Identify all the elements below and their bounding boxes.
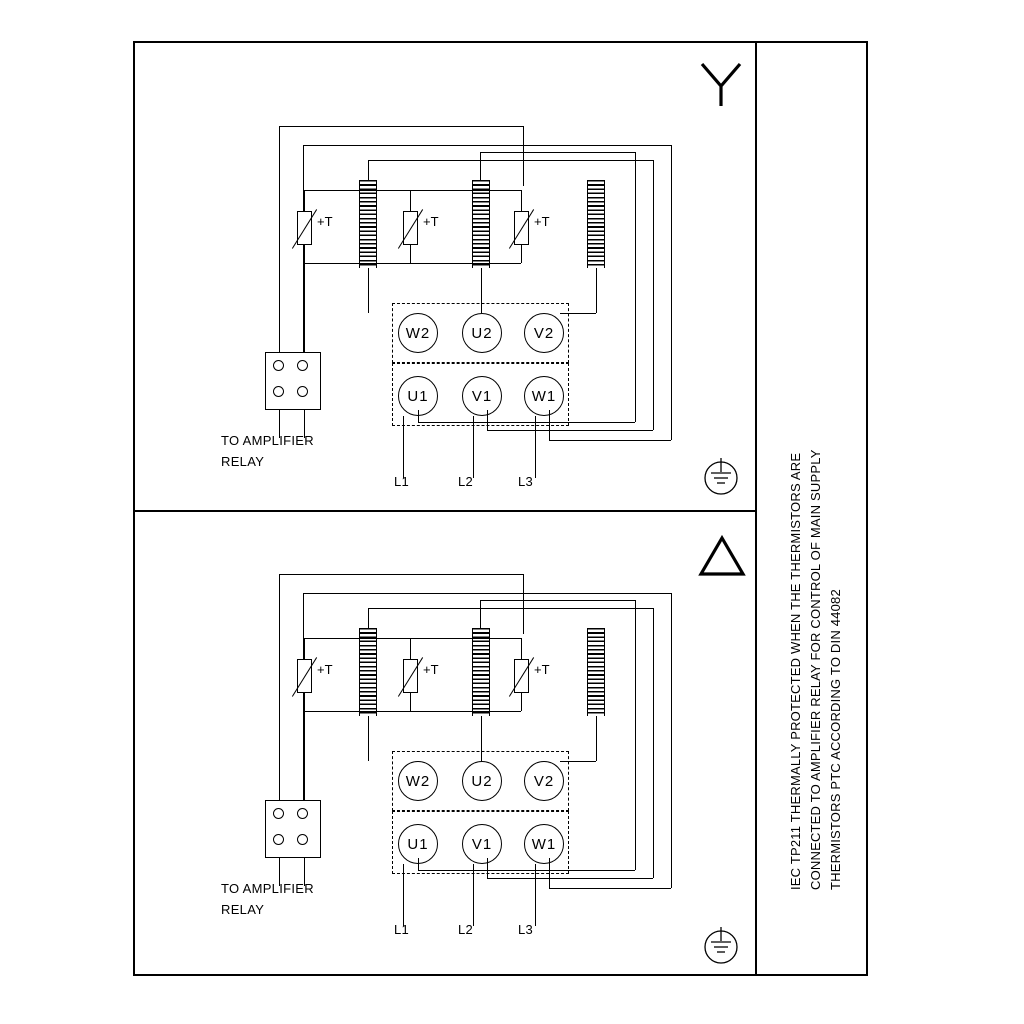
supply-leg-l1 [403, 416, 404, 478]
terminal-u2-delta: U2 [462, 761, 502, 801]
supply-leg-l3-delta [535, 864, 536, 926]
thermistor-3-top-lead [521, 190, 522, 211]
supply-leg-l2-delta [473, 864, 474, 926]
side-note-line2: CONNECTED TO AMPLIFIER RELAY FOR CONTROL OF MAIN SUPPLY [808, 449, 823, 890]
supply-label-l2: L2 [458, 474, 474, 489]
wire-top-outer-1 [279, 126, 523, 127]
connector2-pin-3 [273, 834, 284, 845]
supply-leg-l1-delta [403, 864, 404, 926]
bottom-return-1 [418, 422, 635, 423]
terminal-w1-delta: W1 [524, 824, 564, 864]
thermistor-5-bottom-wire [304, 711, 410, 712]
supply-label-l3: L3 [518, 474, 534, 489]
wire2-top-outer-1 [279, 574, 523, 575]
bottom-return-2-stub-delta [487, 858, 488, 878]
amplifier-note-2-line1: TO AMPLIFIER [221, 881, 314, 896]
supply-label-l3-delta: L3 [518, 922, 534, 937]
wire2-top-outer-2 [303, 593, 671, 594]
amplifier-note-line1: TO AMPLIFIER [221, 433, 314, 448]
thermistor-2-top-lead [410, 190, 411, 211]
thermistor-3-bottom-lead [521, 245, 522, 263]
terminal-u2: U2 [462, 313, 502, 353]
supply-label-l1-delta: L1 [394, 922, 410, 937]
bottom-return-2-stub [487, 410, 488, 430]
thermistor-6-bottom-wire [410, 711, 521, 712]
thermistor-6-label: +T [534, 662, 550, 677]
wire2-top-outer-4-right [635, 600, 636, 870]
supply-leg-l2 [473, 416, 474, 478]
wire2-top-outer-3-right [653, 608, 654, 878]
thermistor-3 [514, 211, 529, 245]
wire2-top-outer-3 [368, 608, 653, 609]
motor-winding-coil-3 [587, 180, 605, 268]
terminal-v1-delta: V1 [462, 824, 502, 864]
thermistor-1 [297, 211, 312, 245]
thermistor-2-label: +T [423, 214, 439, 229]
thermistor-5-top-lead [410, 638, 411, 659]
terminal-u1-delta: U1 [398, 824, 438, 864]
motor-winding-coil-4 [359, 628, 377, 716]
earth-symbol-2 [698, 925, 744, 969]
thermistor-5-bottom-lead [410, 693, 411, 711]
thermistor-2-top-wire [304, 190, 410, 191]
amplifier-connector-block [265, 352, 321, 410]
thermistor-3-label: +T [534, 214, 550, 229]
wire-top-outer-2 [303, 145, 671, 146]
supply-label-l2-delta: L2 [458, 922, 474, 937]
thermistor-6-top-wire [410, 638, 521, 639]
thermistor-6-top-lead [521, 638, 522, 659]
thermistor-2 [403, 211, 418, 245]
terminal-v2-delta: V2 [524, 761, 564, 801]
wire-top-outer-1-right [523, 126, 524, 186]
panel-divider [133, 510, 755, 512]
thermistor-3-bottom-wire [410, 263, 521, 264]
thermistor-4-top-lead [304, 638, 305, 659]
motor-winding-coil-1 [359, 180, 377, 268]
motor-winding-coil-6 [587, 628, 605, 716]
terminal-w2: W2 [398, 313, 438, 353]
terminal-v2: V2 [524, 313, 564, 353]
thermistor-2-bottom-lead [410, 245, 411, 263]
amplifier-connector-block-2 [265, 800, 321, 858]
connector-pin-1 [273, 360, 284, 371]
side-note-line1: IEC TP211 THERMALLY PROTECTED WHEN THE THERMISTORS ARE [788, 452, 803, 890]
coil2-lead-3 [596, 716, 597, 761]
bottom-return-3-stub-delta [549, 858, 550, 888]
amplifier-note-2-line2: RELAY [221, 902, 265, 917]
coil2-lead-1 [368, 716, 369, 761]
wire-top-outer-2-right [671, 145, 672, 440]
connector2-pin-2 [297, 808, 308, 819]
note-column-divider [755, 41, 757, 976]
wire-top-outer-3-right [653, 160, 654, 430]
thermistor-4-label: +T [317, 662, 333, 677]
motor-winding-coil-5 [472, 628, 490, 716]
connector-pin-2 [297, 360, 308, 371]
connector-pin-4 [297, 386, 308, 397]
wire-top-outer-3 [368, 160, 653, 161]
terminal-w2-delta: W2 [398, 761, 438, 801]
thermistor-2-bottom-wire [304, 263, 410, 264]
terminal-w1: W1 [524, 376, 564, 416]
wire-top-outer-1-left [279, 126, 280, 366]
thermistor-1-top-lead [304, 190, 305, 211]
connector2-pin-1 [273, 808, 284, 819]
thermistor-5-top-wire [304, 638, 410, 639]
earth-symbol [698, 456, 744, 500]
bottom-return-1-stub [418, 410, 419, 422]
delta-connection-symbol [698, 535, 746, 577]
supply-leg-l3 [535, 416, 536, 478]
bottom-return-3-delta [549, 888, 671, 889]
bottom-return-2 [487, 430, 653, 431]
connector2-pin-4 [297, 834, 308, 845]
thermistor-3-top-wire [410, 190, 521, 191]
wire-top-outer-4 [480, 152, 635, 153]
bottom-return-1-stub-delta [418, 858, 419, 870]
wire2-top-outer-1-left [279, 574, 280, 814]
wire2-top-outer-1-right [523, 574, 524, 634]
thermistor-6 [514, 659, 529, 693]
bottom-return-3-stub [549, 410, 550, 440]
wire2-top-outer-4 [480, 600, 635, 601]
thermistor-1-label: +T [317, 214, 333, 229]
thermistor-6-bottom-lead [521, 693, 522, 711]
terminal-u1: U1 [398, 376, 438, 416]
wire2-top-outer-2-right [671, 593, 672, 888]
coil-lead-3 [596, 268, 597, 313]
bottom-return-1-delta [418, 870, 635, 871]
terminal-v1: V1 [462, 376, 502, 416]
bottom-return-2-delta [487, 878, 653, 879]
wire-top-outer-4-right [635, 152, 636, 422]
coil-lead-1 [368, 268, 369, 313]
side-note-line3: THERMISTORS PTC ACCORDING TO DIN 44082 [828, 589, 843, 890]
motor-winding-coil-2 [472, 180, 490, 268]
amplifier-note-line2: RELAY [221, 454, 265, 469]
wye-connection-symbol [698, 60, 744, 108]
thermistor-5-label: +T [423, 662, 439, 677]
thermistor-5 [403, 659, 418, 693]
thermistor-4 [297, 659, 312, 693]
connector-pin-3 [273, 386, 284, 397]
supply-label-l1: L1 [394, 474, 410, 489]
bottom-return-3 [549, 440, 671, 441]
